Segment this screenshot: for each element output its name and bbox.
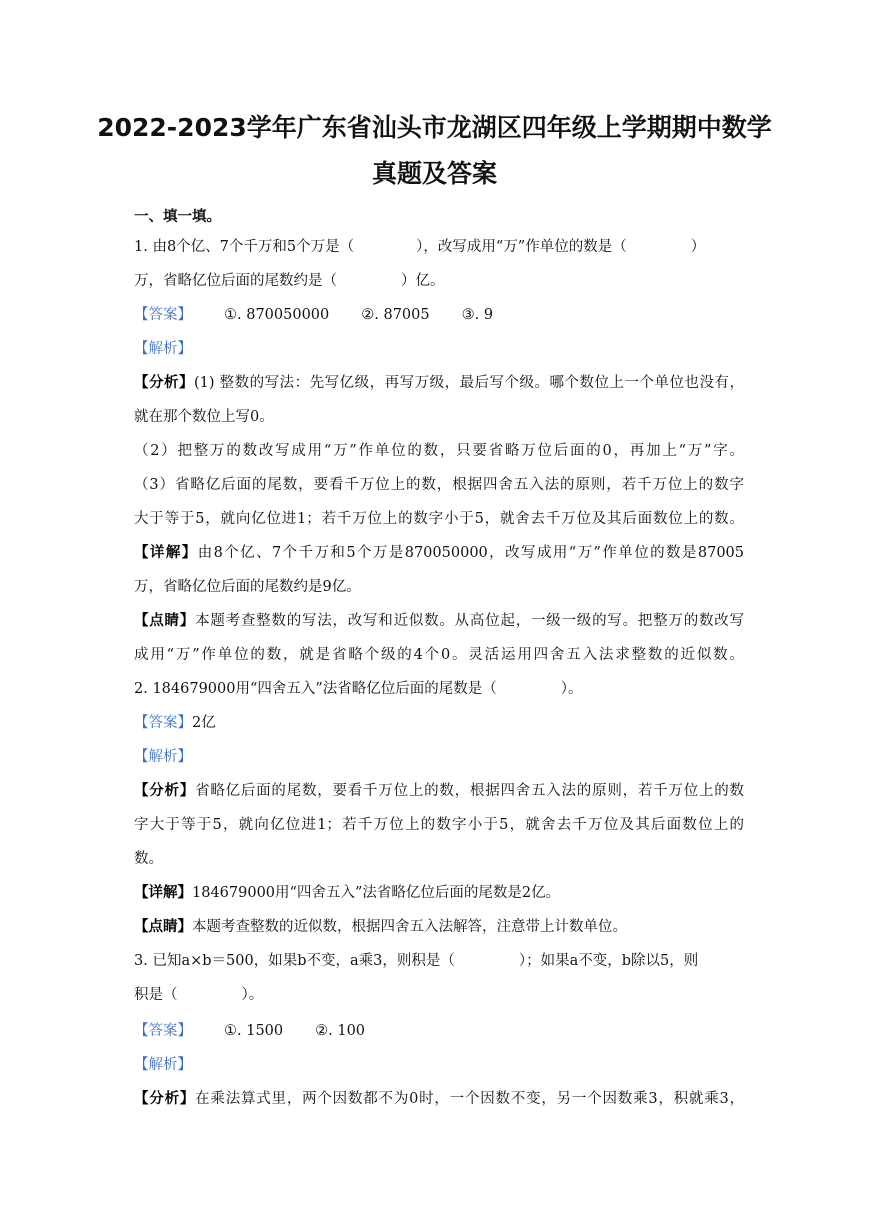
q3-analysis-tag: 【解析】 [134, 1057, 192, 1073]
q1-fenxi-line2: 就在那个数位上写0。 [134, 409, 274, 425]
q1-answer-1: ①. 870050000 [224, 307, 330, 323]
q2-dianjing-text: 本题考查整数的近似数，根据四舍五入法解答，注意带上计数单位。 [192, 919, 627, 935]
q1-text-part: ） [690, 239, 706, 255]
q3-text-part: 3. 已知a×b＝500，如果b不变，a乘3，则积是（ [134, 953, 455, 969]
q1-text-part: ）亿。 [401, 273, 445, 289]
q1-xiangjie-line1 [134, 543, 744, 563]
q2-analysis-tag: 【解析】 [134, 749, 192, 765]
q1-xiangjie-line2: 万，省略亿位后面的尾数约是9亿。 [134, 579, 361, 595]
q1-text-part: ），改写成用“万”作单位的数是（ [416, 239, 627, 255]
q1-answer-2: ②. 87005 [361, 307, 430, 323]
q1-analysis-tag: 【解析】 [134, 341, 192, 357]
q1-fenxi-line5: 大于等于5，就向亿位进1；若千万位上的数字小于5，就舍去千万位及其后面数位上的数。 [134, 511, 744, 527]
section-heading: 一、填一填。 [134, 208, 221, 225]
q1-fenxi-text: (1) 整数的写法：先写亿级，再写万级，最后写个级。哪个数位上一个单位也没有， [193, 375, 744, 391]
xiangjie-tag: 【详解】 [134, 884, 192, 901]
q2-fenxi-line3: 数。 [134, 851, 163, 867]
q2-fenxi-line1 [134, 781, 744, 801]
q1-text-line1 [134, 237, 744, 257]
q3-fenxi-text: 在乘法算式里，两个因数都不为0时，一个因数不变，另一个因数乘3，积就乘3， [195, 1091, 744, 1107]
xiangjie-tag: 【详解】 [134, 544, 198, 561]
q1-dianjing-line1 [134, 611, 744, 631]
q3-text-part: 积是（ [134, 987, 178, 1003]
q1-answer-3: ③. 9 [461, 307, 494, 323]
q1-dianjing-text: 本题考查整数的写法，改写和近似数。从高位起，一级一级的写。把整万的数改写 [195, 613, 744, 629]
q3-text-part: ）。 [241, 987, 264, 1003]
q1-fenxi-line3: （2）把整万的数改写成用“万”作单位的数，只要省略万位后面的0，再加上“万”字。 [134, 443, 744, 459]
q1-answer [134, 305, 744, 325]
dianjing-tag: 【点睛】 [134, 918, 192, 935]
q2-answer-value: 2亿 [192, 715, 216, 731]
q3-text-line2 [134, 985, 744, 1005]
q2-answer [134, 713, 744, 733]
fenxi-tag: 【分析】 [134, 374, 194, 391]
q2-text-part: 2. 184679000用“四舍五入”法省略亿位后面的尾数是（ [134, 681, 497, 697]
q2-text [134, 679, 744, 699]
answer-tag: 【答案】 [134, 307, 192, 323]
q2-xiangjie-text: 184679000用“四舍五入”法省略亿位后面的尾数是2亿。 [192, 885, 561, 901]
dianjing-tag: 【点睛】 [134, 612, 196, 629]
q1-text-line2 [134, 271, 744, 291]
q3-answer-1: ①. 1500 [224, 1023, 284, 1039]
q3-answer-2: ②. 100 [315, 1023, 366, 1039]
fenxi-tag: 【分析】 [134, 1090, 196, 1107]
q3-text-line1 [134, 951, 744, 971]
fenxi-tag: 【分析】 [134, 782, 196, 799]
q1-fenxi-line1 [134, 373, 744, 393]
answer-tag: 【答案】 [134, 715, 192, 731]
q1-dianjing-line2: 成用“万”作单位的数，就是省略个级的4个0。灵活运用四舍五入法求整数的近似数。 [134, 647, 744, 663]
q1-text-part: 1. 由8个亿、7个千万和5个万是（ [134, 239, 355, 255]
q3-text-part: ）；如果a不变，b除以5，则 [518, 953, 699, 969]
q1-fenxi-line4: （3）省略亿后面的尾数，要看千万位上的数，根据四舍五入法的原则，若千万位上的数字 [134, 477, 744, 493]
answer-tag: 【答案】 [134, 1023, 192, 1039]
q2-text-part: ）。 [560, 681, 583, 697]
q2-fenxi-line2: 字大于等于5，就向亿位进1；若千万位上的数字小于5，就舍去千万位及其后面数位上的 [134, 817, 744, 833]
q2-dianjing-line1 [134, 917, 744, 937]
q1-xiangjie-text: 由8个亿、7个千万和5个万是870050000，改写成用“万”作单位的数是87005 [197, 545, 744, 561]
doc-title-line1: 2022-2023学年广东省汕头市龙湖区四年级上学期期中数学 [97, 113, 772, 142]
q3-fenxi-line1 [134, 1089, 744, 1109]
q2-fenxi-text: 省略亿后面的尾数，要看千万位上的数，根据四舍五入法的原则，若千万位上的数 [195, 783, 744, 799]
q2-xiangjie-line1 [134, 883, 744, 903]
q1-text-part: 万，省略亿位后面的尾数约是（ [134, 273, 337, 289]
doc-title-line2: 真题及答案 [371, 159, 497, 188]
q3-answer [134, 1021, 744, 1041]
